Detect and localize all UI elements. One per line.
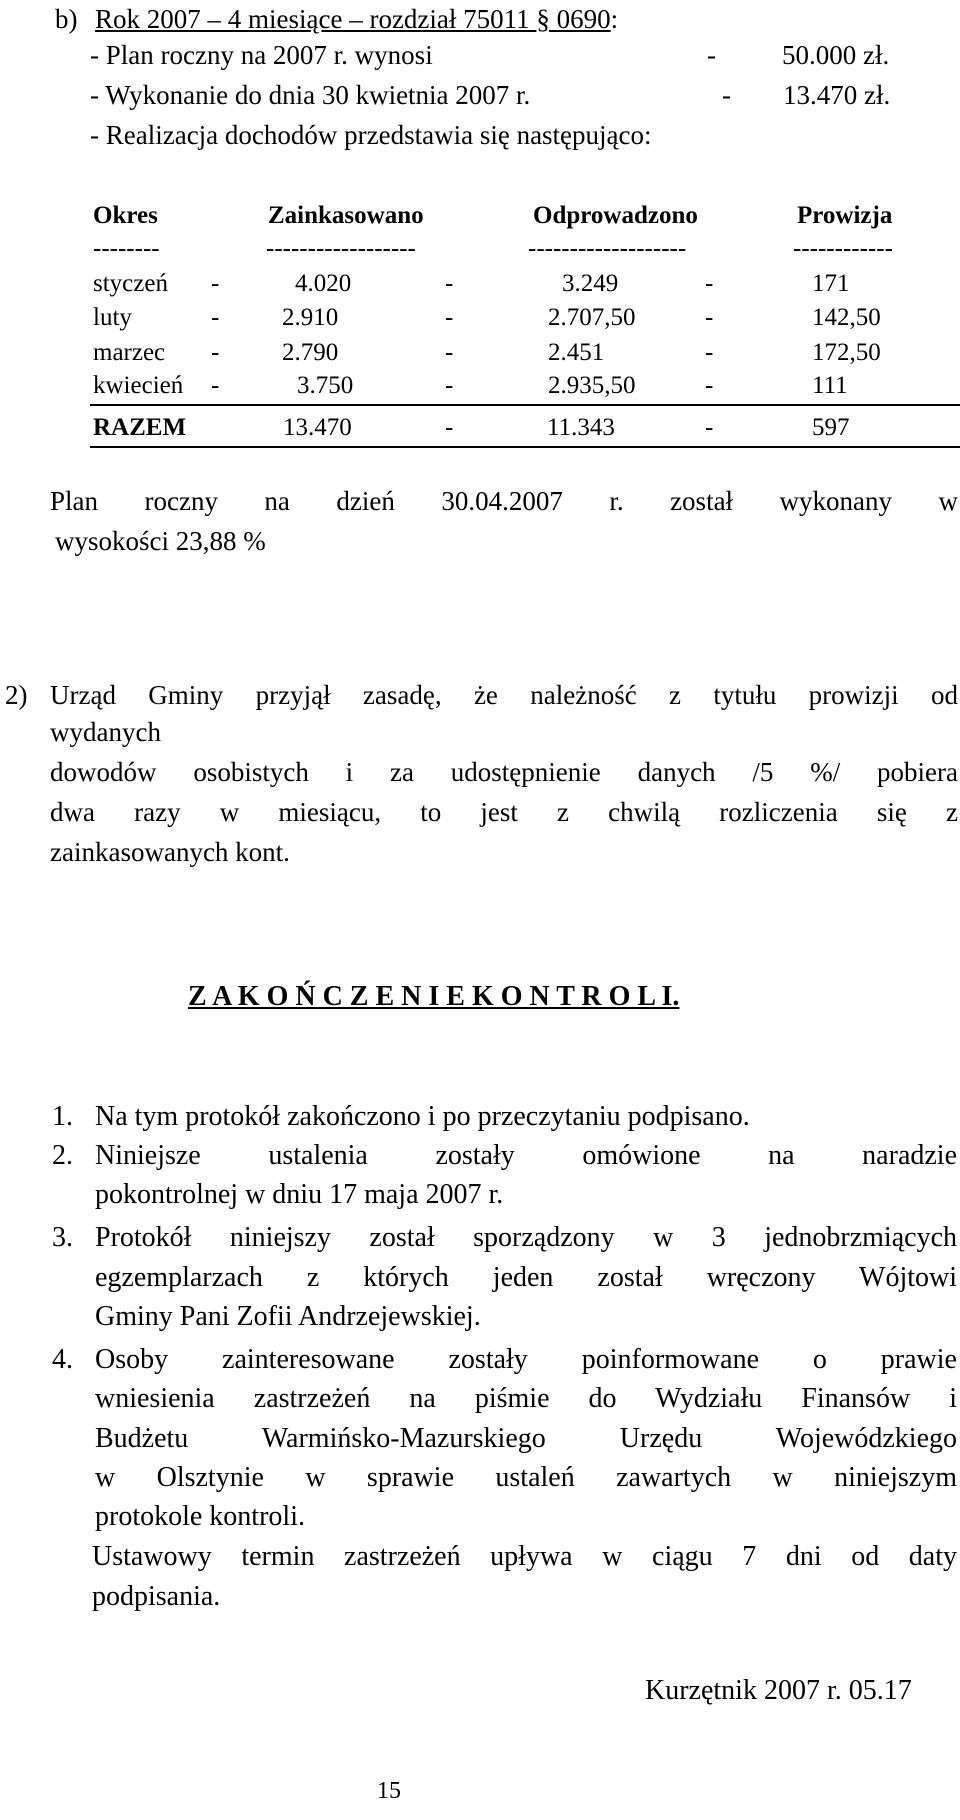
dash: -: [705, 414, 714, 441]
month: marzec: [93, 339, 166, 366]
total-commission: 597: [812, 414, 850, 441]
item-line: Na tym protokół zakończono i po przeczytaniu podpisano.: [95, 1101, 750, 1132]
table-divider: [90, 404, 960, 406]
closing-title: Z A K O Ń C Z E N I E K O N T R O L I.: [188, 981, 680, 1012]
item-line: Niniejsze ustalenia zostały omówione na naradzie: [95, 1140, 957, 1171]
item-line: wniesienia zastrzeżeń na piśmie do Wydziału Finansów i: [95, 1383, 957, 1414]
dash: -: [211, 270, 220, 297]
item-line: Osoby zainteresowane zostały poinformowane o prawie: [95, 1344, 957, 1375]
month: kwiecień: [93, 372, 184, 399]
deadline-line1: Ustawowy termin zastrzeżeń upływa w ciągu 7 dni od daty: [92, 1541, 957, 1572]
total-transferred: 11.343: [547, 414, 615, 441]
collected: 2.790: [282, 339, 339, 366]
section-2-number: 2): [5, 680, 28, 710]
commission: 142,50: [812, 304, 881, 331]
place-date: Kurzętnik 2007 r. 05.17: [645, 1675, 912, 1706]
section-b-label: b): [55, 4, 78, 34]
item-number: 4.: [52, 1344, 73, 1375]
collected: 2.910: [282, 304, 339, 331]
transferred: 3.249: [562, 270, 619, 297]
dash: -: [705, 304, 714, 331]
item-line: protokole kontroli.: [95, 1501, 305, 1532]
item-number: 3.: [52, 1222, 73, 1253]
dash: -: [445, 270, 454, 297]
collected: 4.020: [295, 270, 352, 297]
plan-dash: -: [707, 40, 716, 70]
dash: -: [211, 339, 220, 366]
separator: --------: [93, 235, 160, 262]
realization-intro: - Realizacja dochodów przedstawia się następująco:: [90, 120, 652, 150]
deadline-line2: podpisania.: [92, 1581, 221, 1612]
month: luty: [93, 304, 132, 331]
dash: -: [705, 339, 714, 366]
section-2-line4: dwa razy w miesiącu, to jest z chwilą rozliczenia się z: [50, 797, 958, 827]
header-odprowadzono: Odprowadzono: [533, 202, 698, 229]
separator: ------------------: [266, 235, 416, 262]
dash: -: [211, 304, 220, 331]
paragraph-sign: §: [536, 4, 550, 34]
execution-label: - Wykonanie do dnia 30 kwietnia 2007 r.: [90, 80, 531, 110]
separator: -------------------: [528, 235, 687, 262]
header-okres: Okres: [93, 202, 158, 229]
plan-value: 50.000 zł.: [782, 40, 890, 70]
header-prowizja: Prowizja: [797, 202, 893, 229]
transferred: 2.707,50: [548, 304, 636, 331]
execution-dash: -: [722, 80, 731, 110]
dash: -: [705, 270, 714, 297]
heading-colon: :: [610, 4, 619, 34]
plan-label: - Plan roczny na 2007 r. wynosi: [90, 40, 433, 70]
heading-post: 0690: [549, 4, 611, 34]
execution-value: 13.470 zł.: [783, 80, 891, 110]
item-line: pokontrolnej w dniu 17 maja 2007 r.: [95, 1179, 504, 1210]
separator: ------------: [793, 235, 893, 262]
table-bottom-rule: [90, 446, 960, 448]
section-b-heading-text: [95, 4, 611, 34]
dash: -: [211, 372, 220, 399]
item-line: egzemplarzach z których jeden został wręczony Wójtowi: [95, 1262, 957, 1293]
transferred: 2.451: [548, 339, 605, 366]
commission: 171: [812, 270, 850, 297]
commission: 172,50: [812, 339, 881, 366]
commission: 111: [812, 372, 848, 399]
item-line: Gminy Pani Zofii Andrzejewskiej.: [95, 1301, 481, 1332]
section-2-line3: dowodów osobistych i za udostępnienie danych /5 %/ pobiera: [50, 757, 958, 787]
item-number: 2.: [52, 1140, 73, 1171]
total-label: RAZEM: [93, 414, 187, 441]
heading-pre: Rok 2007 – 4 miesiące – rozdział 75011: [95, 4, 537, 34]
dash: -: [445, 414, 454, 441]
plan-summary-line1: Plan roczny na dzień 30.04.2007 r. został wykonany w: [50, 486, 958, 516]
dash: -: [445, 339, 454, 366]
collected: 3.750: [297, 372, 354, 399]
transferred: 2.935,50: [548, 372, 636, 399]
item-line: Budżetu Warmińsko-Mazurskiego Urzędu Wojewódzkiego: [95, 1423, 957, 1454]
section-2-line1: Urząd Gminy przyjął zasadę, że należność z tytułu prowizji od: [50, 680, 958, 710]
dash: -: [445, 304, 454, 331]
header-zainkasowano: Zainkasowano: [268, 202, 424, 229]
item-line: Protokół niniejszy został sporządzony w 3 jednobrzmiących: [95, 1222, 957, 1253]
page-number: 15: [377, 1778, 401, 1804]
dash: -: [445, 372, 454, 399]
plan-summary-line2: wysokości 23,88 %: [55, 526, 266, 556]
item-number: 1.: [52, 1101, 73, 1132]
dash: -: [705, 372, 714, 399]
total-collected: 13.470: [283, 414, 352, 441]
section-2-line5: zainkasowanych kont.: [50, 837, 290, 867]
item-line: w Olsztynie w sprawie ustaleń zawartych w niniejszym: [95, 1462, 957, 1493]
section-2-line2: wydanych: [50, 717, 161, 747]
section-b-heading: [95, 2, 618, 36]
month: styczeń: [93, 270, 168, 297]
